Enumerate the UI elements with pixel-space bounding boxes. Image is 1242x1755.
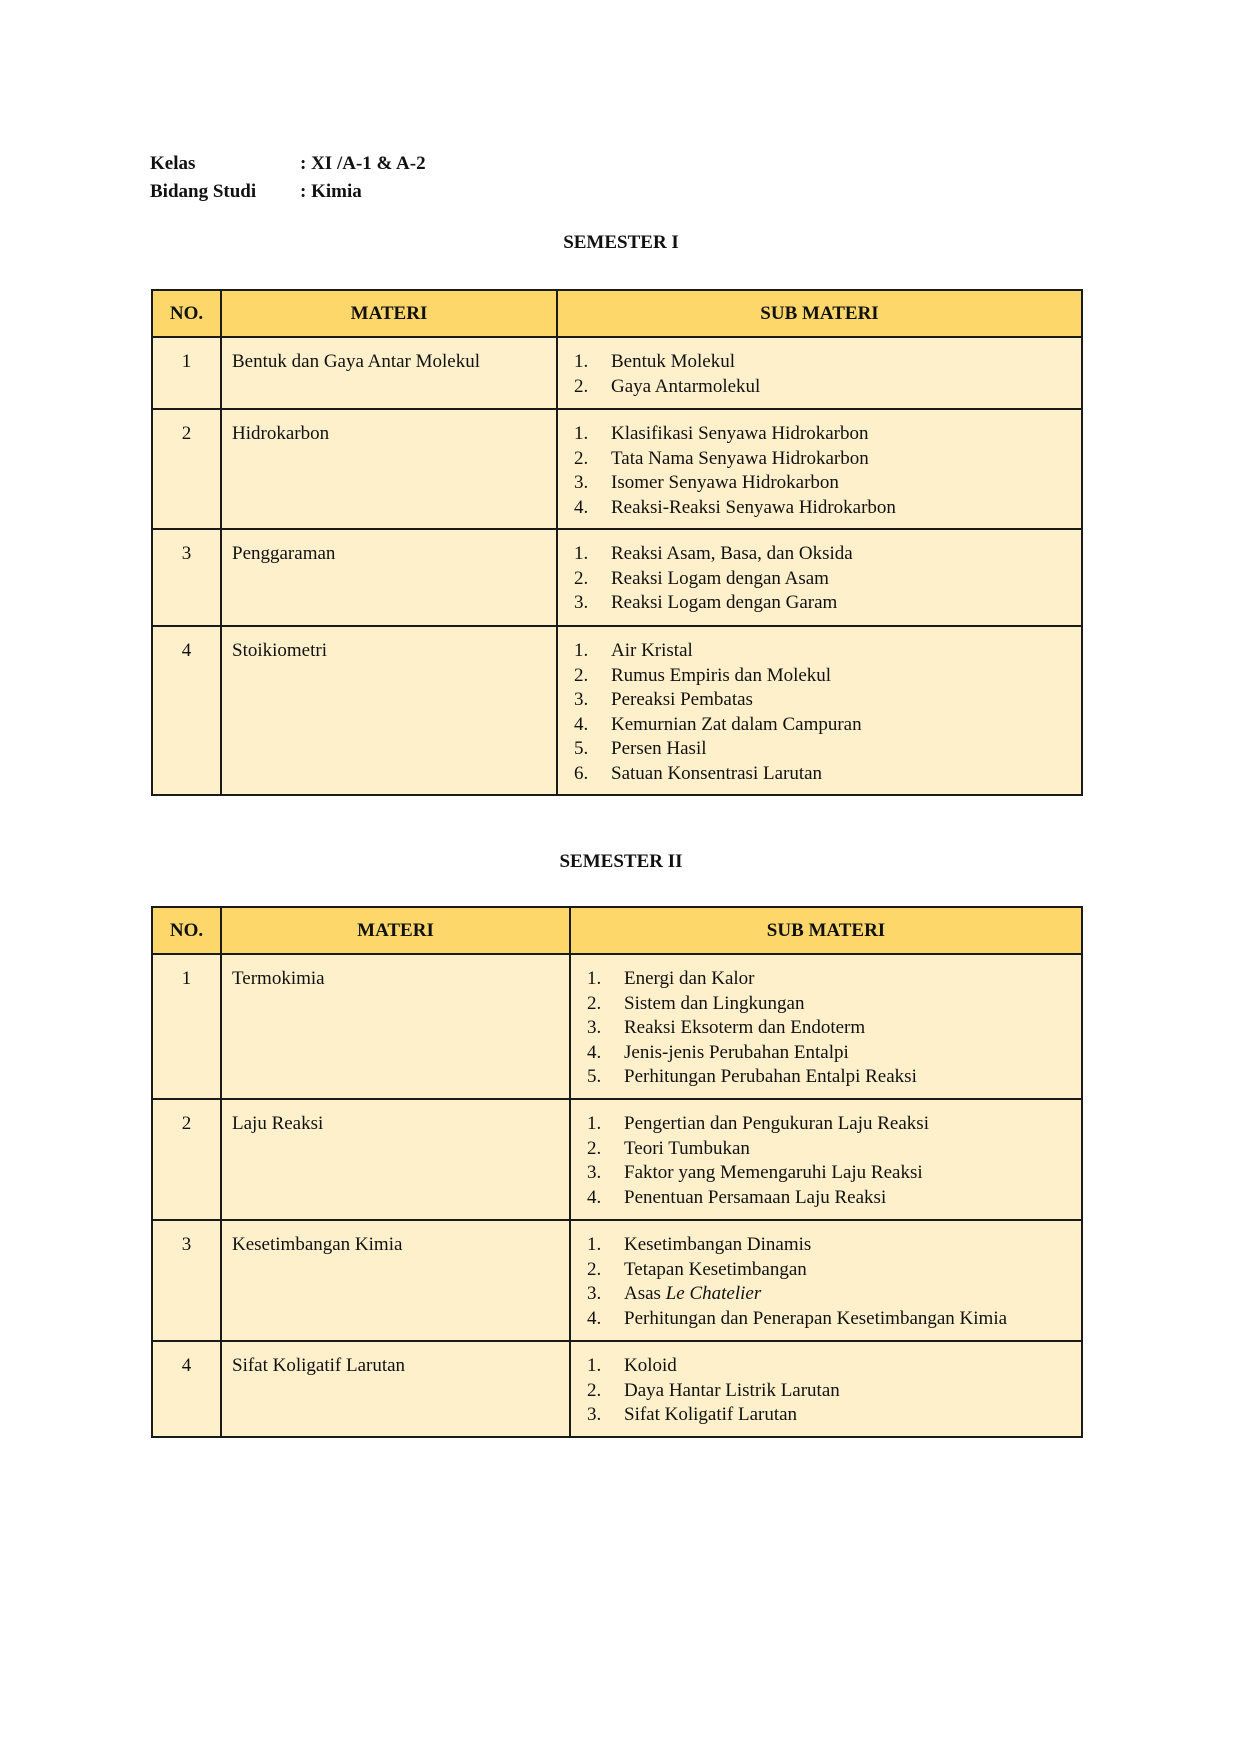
item-text: Satuan Konsentrasi Larutan <box>611 762 823 784</box>
item-text: Reaksi-Reaksi Senyawa Hidrokarbon <box>611 496 896 518</box>
item-number: 3. <box>587 1404 602 1425</box>
item-number: 4. <box>587 1186 602 1208</box>
sub-materi-cell <box>570 1099 1082 1220</box>
table-row <box>152 1220 1082 1341</box>
item-text: Penentuan Persamaan Laju Reaksi <box>624 1186 887 1208</box>
item-text: Reaksi Asam, Basa, dan Oksida <box>611 543 853 564</box>
sub-materi-item <box>581 1137 1071 1162</box>
item-number: 2. <box>587 992 602 1014</box>
item-number: 5. <box>587 1066 602 1087</box>
bidang-label: Bidang Studi <box>150 181 257 202</box>
sub-materi-list <box>568 422 1071 520</box>
sub-materi-list <box>581 1112 1071 1210</box>
item-number: 3. <box>574 689 589 710</box>
sub-materi-item <box>581 1354 1071 1379</box>
sub-materi-item <box>568 639 1071 664</box>
sub-materi-item <box>581 1282 1071 1307</box>
sub-materi-item <box>581 967 1071 992</box>
item-text: Bentuk Molekul <box>611 351 736 372</box>
item-number: 4. <box>587 1041 602 1063</box>
sub-materi-item <box>581 1041 1071 1066</box>
sub-materi-list <box>568 542 1071 616</box>
item-text-part: Asas <box>624 1283 666 1304</box>
item-text: Pereaksi Pembatas <box>611 689 753 710</box>
sub-materi-item <box>581 1307 1071 1332</box>
semester-2-title: SEMESTER II <box>559 851 683 872</box>
item-number: 2. <box>574 567 589 589</box>
sub-materi-cell <box>570 1220 1082 1341</box>
sub-materi-item <box>568 713 1071 738</box>
sub-materi-cell <box>557 409 1082 529</box>
sub-materi-list <box>581 1354 1071 1428</box>
column-header-no: NO. <box>152 290 221 337</box>
column-header-materi: MATERI <box>221 907 570 954</box>
item-text: Sistem dan Lingkungan <box>624 992 805 1014</box>
sub-materi-item <box>568 591 1071 616</box>
sub-materi-list <box>568 350 1071 399</box>
row-number: 4 <box>152 1341 221 1437</box>
item-number: 3. <box>587 1162 602 1183</box>
sub-materi-list <box>581 1233 1071 1331</box>
item-text: Gaya Antarmolekul <box>611 375 761 397</box>
sub-materi-item <box>568 496 1071 521</box>
materi-cell: Penggaraman <box>221 529 557 626</box>
item-text-italic: Le Chatelier <box>665 1283 762 1304</box>
column-header-no: NO. <box>152 907 221 954</box>
semester-1-title: SEMESTER I <box>563 232 679 253</box>
sub-materi-item <box>568 542 1071 567</box>
item-number: 2. <box>574 664 589 686</box>
sub-materi-item <box>568 762 1071 787</box>
item-number: 1. <box>587 1113 602 1134</box>
item-number: 1. <box>587 968 602 989</box>
item-number: 3. <box>587 1017 602 1038</box>
item-text: Tetapan Kesetimbangan <box>624 1258 807 1280</box>
sub-materi-list <box>568 639 1071 786</box>
sub-materi-item <box>581 992 1071 1017</box>
item-text: Jenis-jenis Perubahan Entalpi <box>624 1041 849 1063</box>
item-text: Faktor yang Memengaruhi Laju Reaksi <box>624 1162 923 1183</box>
semester-1-table <box>151 289 1083 796</box>
item-text <box>624 1282 761 1307</box>
item-number: 4. <box>587 1307 602 1329</box>
sub-materi-item <box>581 1258 1071 1283</box>
table-header-row <box>152 907 1082 954</box>
item-text: Air Kristal <box>611 640 693 661</box>
sub-materi-item <box>568 737 1071 762</box>
table-header-row <box>152 290 1082 337</box>
item-text: Persen Hasil <box>611 738 707 759</box>
sub-materi-cell <box>570 954 1082 1099</box>
sub-materi-item <box>568 567 1071 592</box>
row-number: 1 <box>152 337 221 409</box>
sub-materi-cell <box>557 529 1082 626</box>
materi-cell: Hidrokarbon <box>221 409 557 529</box>
kelas-label: Kelas <box>150 153 196 174</box>
table-row <box>152 529 1082 626</box>
sub-materi-item <box>581 1403 1071 1428</box>
item-text: Reaksi Eksoterm dan Endoterm <box>624 1017 866 1038</box>
item-text: Kemurnian Zat dalam Campuran <box>611 713 862 735</box>
item-text: Rumus Empiris dan Molekul <box>611 664 832 686</box>
item-number: 4. <box>574 496 589 518</box>
kelas-row <box>150 150 426 178</box>
sub-materi-item <box>581 1379 1071 1404</box>
sub-materi-cell <box>557 626 1082 795</box>
item-number: 1. <box>574 351 589 372</box>
semester-2-table <box>151 906 1083 1438</box>
item-number: 3. <box>587 1283 602 1304</box>
sub-materi-cell <box>557 337 1082 409</box>
item-number: 1. <box>587 1355 602 1376</box>
sub-materi-item <box>581 1161 1071 1186</box>
item-text: Teori Tumbukan <box>624 1137 750 1159</box>
sub-materi-list <box>581 967 1071 1090</box>
sub-materi-item <box>581 1016 1071 1041</box>
table-row <box>152 337 1082 409</box>
sub-materi-item <box>568 664 1071 689</box>
materi-cell: Laju Reaksi <box>221 1099 570 1220</box>
item-text: Klasifikasi Senyawa Hidrokarbon <box>611 423 869 444</box>
sub-materi-item <box>568 471 1071 496</box>
item-text: Kesetimbangan Dinamis <box>624 1234 812 1255</box>
item-text: Reaksi Logam dengan Garam <box>611 592 838 613</box>
row-number: 1 <box>152 954 221 1099</box>
table-row <box>152 626 1082 795</box>
sub-materi-item <box>581 1112 1071 1137</box>
sub-materi-item <box>568 447 1071 472</box>
item-text: Daya Hantar Listrik Larutan <box>624 1379 840 1401</box>
item-number: 2. <box>587 1379 602 1401</box>
item-number: 6. <box>574 762 589 784</box>
bidang-row <box>150 178 426 206</box>
item-number: 1. <box>574 543 589 564</box>
item-text: Perhitungan Perubahan Entalpi Reaksi <box>624 1066 917 1087</box>
item-text: Koloid <box>624 1355 677 1376</box>
item-number: 3. <box>574 472 589 493</box>
table-row <box>152 1099 1082 1220</box>
materi-cell: Termokimia <box>221 954 570 1099</box>
item-text: Energi dan Kalor <box>624 968 755 989</box>
kelas-value: : XI /A-1 & A-2 <box>300 153 426 174</box>
materi-cell: Sifat Koligatif Larutan <box>221 1341 570 1437</box>
bidang-value: : Kimia <box>300 181 362 202</box>
item-number: 2. <box>574 375 589 397</box>
item-number: 1. <box>587 1234 602 1255</box>
item-number: 4. <box>574 713 589 735</box>
item-number: 1. <box>574 423 589 444</box>
materi-cell: Stoikiometri <box>221 626 557 795</box>
row-number: 2 <box>152 1099 221 1220</box>
item-number: 2. <box>587 1258 602 1280</box>
row-number: 4 <box>152 626 221 795</box>
table-row <box>152 1341 1082 1437</box>
materi-cell: Kesetimbangan Kimia <box>221 1220 570 1341</box>
item-text: Isomer Senyawa Hidrokarbon <box>611 472 839 493</box>
sub-materi-item <box>568 375 1071 400</box>
item-number: 3. <box>574 592 589 613</box>
row-number: 2 <box>152 409 221 529</box>
document-meta <box>150 150 426 206</box>
item-text: Reaksi Logam dengan Asam <box>611 567 829 589</box>
table-row <box>152 954 1082 1099</box>
sub-materi-cell <box>570 1341 1082 1437</box>
row-number: 3 <box>152 1220 221 1341</box>
table-row <box>152 409 1082 529</box>
sub-materi-item <box>581 1233 1071 1258</box>
column-header-sub-materi: SUB MATERI <box>557 290 1082 337</box>
sub-materi-item <box>568 688 1071 713</box>
sub-materi-item <box>568 350 1071 375</box>
column-header-sub-materi: SUB MATERI <box>570 907 1082 954</box>
item-text: Pengertian dan Pengukuran Laju Reaksi <box>624 1113 929 1134</box>
item-number: 2. <box>587 1137 602 1159</box>
column-header-materi: MATERI <box>221 290 557 337</box>
sub-materi-item <box>568 422 1071 447</box>
materi-cell: Bentuk dan Gaya Antar Molekul <box>221 337 557 409</box>
item-text: Sifat Koligatif Larutan <box>624 1404 798 1425</box>
item-text: Tata Nama Senyawa Hidrokarbon <box>611 447 869 469</box>
sub-materi-item <box>581 1186 1071 1211</box>
item-number: 1. <box>574 640 589 661</box>
item-text: Perhitungan dan Penerapan Kesetimbangan Kimia <box>624 1307 1008 1329</box>
sub-materi-item <box>581 1065 1071 1090</box>
item-number: 2. <box>574 447 589 469</box>
row-number: 3 <box>152 529 221 626</box>
item-number: 5. <box>574 738 589 759</box>
